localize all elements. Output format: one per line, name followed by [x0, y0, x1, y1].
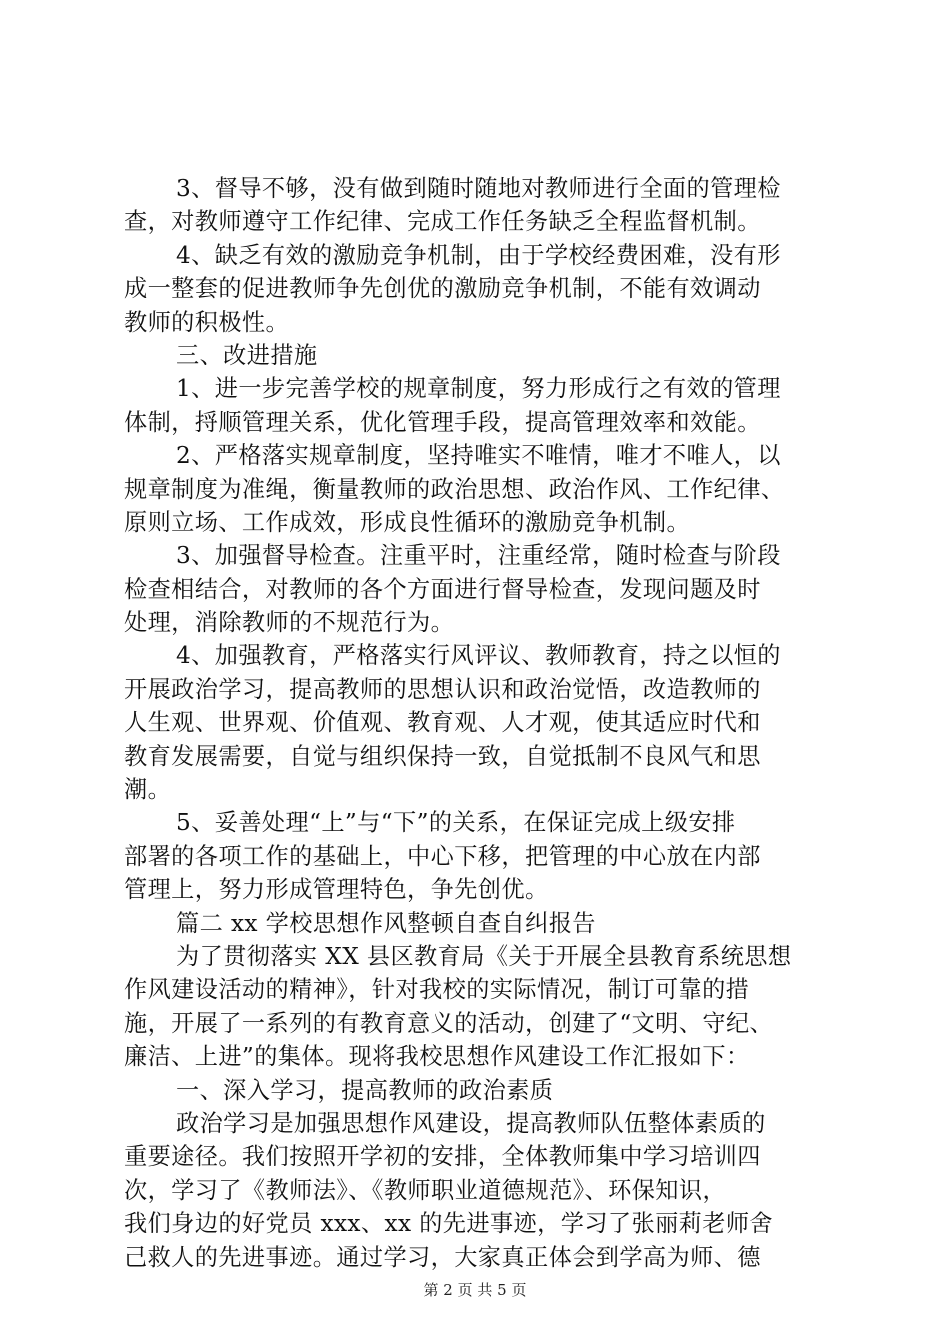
text-line: 体制，捋顺管理关系，优化管理手段，提高管理效率和效能。: [124, 408, 761, 436]
text-line: 原则立场、工作成效，形成良性循环的激励竞争机制。: [124, 508, 691, 536]
paragraph: [124, 639, 836, 806]
paragraph: [124, 239, 836, 339]
text-line: 次，学习了《教师法》、《教师职业道德规范》、环保知识，: [124, 1176, 727, 1204]
text-line: 作风建设活动的精神》，针对我校的实际情况，制订可靠的措: [124, 976, 750, 1004]
text-line: 检查相结合，对教师的各个方面进行督导检查，发现问题及时: [124, 575, 761, 603]
text-line: 篇二 xx 学校思想作风整顿自查自纠报告: [176, 909, 596, 937]
text-line: 重要途径。我们按照开学初的安排，全体教师集中学习培训四: [124, 1143, 761, 1171]
text-line: 施，开展了一系列的有教育意义的活动，创建了“文明、守纪、: [124, 1009, 774, 1037]
document-body: [124, 172, 836, 1274]
paragraph: [124, 940, 836, 1074]
paragraph: [124, 1107, 836, 1274]
page-footer: 第 2 页 共 5 页: [423, 1281, 527, 1299]
text-line: 开展政治学习，提高教师的思想认识和政治觉悟，改造教师的: [124, 675, 761, 703]
text-line: 三、改进措施: [176, 341, 318, 369]
text-line: 我们身边的好党员 xxx、xx 的先进事迹，学习了张丽莉老师舍: [124, 1210, 774, 1238]
text-line: 潮。: [124, 776, 172, 804]
text-line: 为了贯彻落实 XX 县区教育局《关于开展全县教育系统思想: [176, 942, 792, 970]
text-line: 3、督导不够，没有做到随时随地对教师进行全面的管理检: [176, 175, 781, 202]
text-line: 成一整套的促进教师争先创优的激励竞争机制，不能有效调动: [124, 275, 761, 303]
paragraph: [124, 907, 836, 940]
text-line: 教育发展需要，自觉与组织保持一致，自觉抵制不良风气和思: [124, 742, 761, 770]
text-line: 己救人的先进事迹。通过学习，大家真正体会到学高为师、德: [124, 1243, 761, 1271]
text-line: 人生观、世界观、价值观、教育观、人才观，使其适应时代和: [124, 709, 761, 737]
text-line: 3、加强督导检查。注重平时，注重经常，随时检查与阶段: [176, 542, 781, 570]
text-line: 1、进一步完善学校的规章制度，努力形成行之有效的管理: [176, 375, 781, 403]
text-line: 5、妥善处理“上”与“下”的关系，在保证完成上级安排: [176, 809, 736, 837]
text-line: 廉洁、上进”的集体。现将我校思想作风建设工作汇报如下：: [124, 1043, 750, 1071]
text-line: 2、严格落实规章制度，坚持唯实不唯情，唯才不唯人，以: [176, 442, 781, 470]
paragraph: [124, 372, 836, 439]
paragraph: [124, 539, 836, 639]
text-line: 政治学习是加强思想作风建设，提高教师队伍整体素质的: [176, 1109, 766, 1137]
paragraph: [124, 806, 836, 906]
text-line: 处理，消除教师的不规范行为。: [124, 609, 455, 637]
paragraph: [124, 172, 836, 239]
paragraph: [124, 1074, 836, 1107]
text-line: 教师的积极性。: [124, 308, 290, 336]
text-line: 查，对教师遵守工作纪律、完成工作任务缺乏全程监督机制。: [124, 208, 761, 236]
paragraph: [124, 339, 836, 372]
text-line: 4、加强教育，严格落实行风评议、教师教育，持之以恒的: [176, 642, 781, 670]
text-line: 部署的各项工作的基础上，中心下移，把管理的中心放在内部: [124, 842, 761, 870]
text-line: 管理上，努力形成管理特色，争先创优。: [124, 876, 549, 904]
paragraph: [124, 439, 836, 539]
text-line: 规章制度为准绳，衡量教师的政治思想、政治作风、工作纪律、: [124, 475, 785, 503]
text-line: 一、深入学习，提高教师的政治素质: [176, 1076, 554, 1104]
text-line: 4、缺乏有效的激励竞争机制，由于学校经费困难，没有形: [176, 241, 781, 269]
